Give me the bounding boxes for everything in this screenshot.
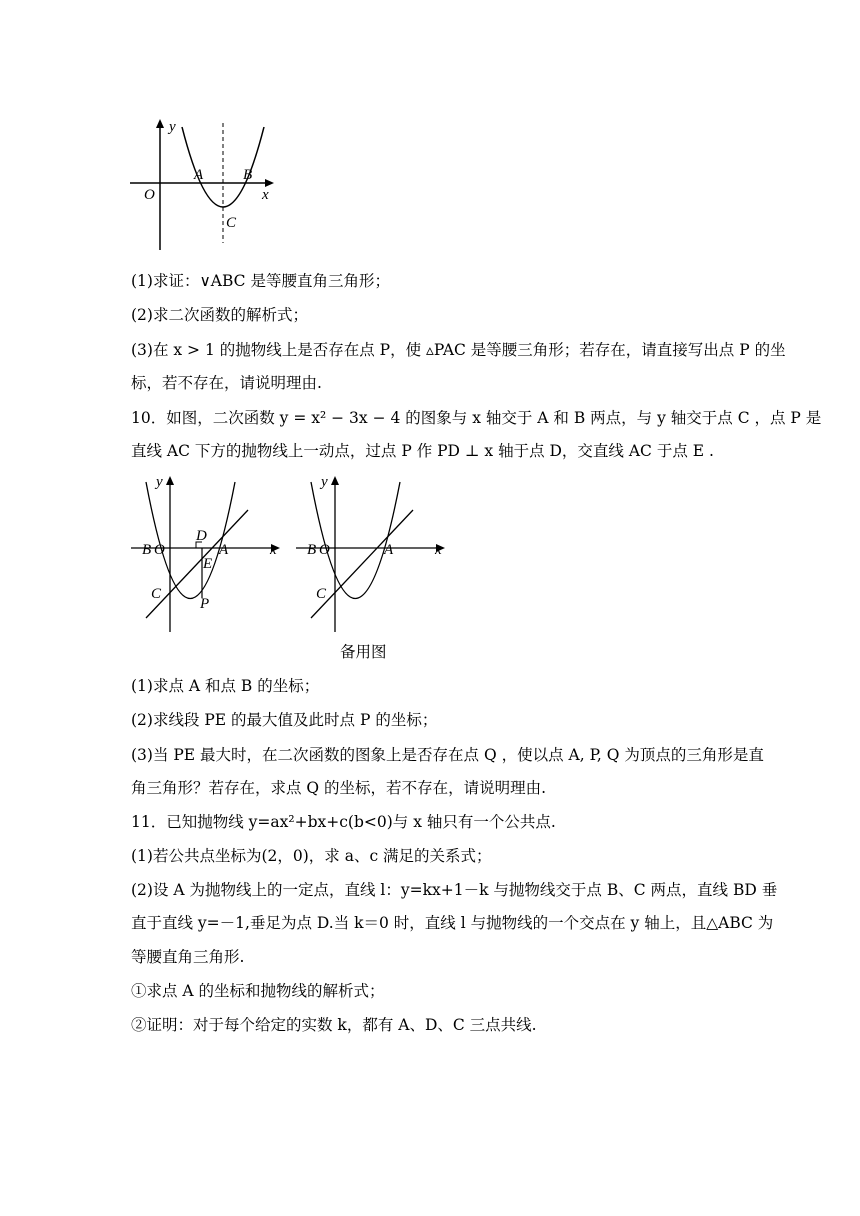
- figure-9: [125, 115, 285, 255]
- figure-10-backup: [293, 470, 453, 640]
- parabola: [311, 482, 400, 599]
- y-arrow-icon: [331, 476, 339, 485]
- q10-part2: (2)求线段 PE 的最大值及此时点 P 的坐标；: [131, 711, 438, 729]
- line-AC: [311, 510, 413, 618]
- label-x: x: [270, 542, 277, 558]
- y-arrow-icon: [166, 476, 174, 485]
- q10-part1: (1)求点 A 和点 B 的坐标；: [131, 677, 320, 695]
- q11-part2-line3: 等腰直角三角形.: [131, 948, 245, 966]
- q10-stem-line1: 10．如图，二次函数 y = x² − 3x − 4 的图象与 x 轴交于 A 和 B 两点，与 y 轴交于点 C ，点 P 是: [131, 409, 822, 427]
- label-C: C: [226, 215, 237, 231]
- label-D: D: [196, 528, 207, 544]
- q11-part2-line1: (2)设 A 为抛物线上的一定点，直线 l：y=kx+1－k 与抛物线交于点 B、C 两点，直线 BD 垂: [131, 881, 778, 899]
- q9-part2: (2)求二次函数的解析式；: [131, 306, 308, 324]
- label-O: O: [319, 542, 330, 558]
- parabola: [146, 482, 235, 599]
- label-x: x: [262, 187, 269, 203]
- label-A: A: [219, 542, 229, 558]
- label-C: C: [151, 586, 162, 602]
- q10-part3-line1: (3)当 PE 最大时，在二次函数的图象上是否存在点 Q ，使以点 A, P, Q 为顶点的三角形是直: [131, 746, 764, 764]
- label-x: x: [435, 542, 442, 558]
- q10-part3-line2: 角三角形？若存在，求点 Q 的坐标，若不存在，请说明理由.: [131, 779, 546, 797]
- label-B: B: [307, 542, 317, 558]
- label-y: y: [321, 474, 328, 490]
- q11-stem: 11．已知抛物线 y=ax²+bx+c(b<0)与 x 轴只有一个公共点.: [131, 813, 556, 831]
- y-arrow-icon: [156, 119, 164, 128]
- x-arrow-icon: [265, 179, 274, 187]
- line-AC: [146, 510, 248, 618]
- q9-part3-line1: (3)在 x > 1 的抛物线上是否存在点 P，使 ▵PAC 是等腰三角形；若存在，请直接写出点 P 的坐: [131, 341, 786, 359]
- label-A: A: [384, 542, 394, 558]
- label-B: B: [243, 167, 253, 183]
- q9-part3-line2: 标，若不存在，请说明理由.: [131, 374, 322, 392]
- q11-sub1: ①求点 A 的坐标和抛物线的解析式；: [131, 982, 385, 1000]
- label-B: B: [142, 542, 152, 558]
- label-y: y: [169, 119, 176, 135]
- label-A: A: [194, 167, 204, 183]
- q11-part2-line2: 直于直线 y=－1,垂足为点 D.当 k＝0 时，直线 l 与抛物线的一个交点在 y 轴上，且△ABC 为: [131, 914, 774, 932]
- q10-stem-line2: 直线 AC 下方的抛物线上一动点，过点 P 作 PD ⊥ x 轴于点 D，交直线 AC 于点 E .: [131, 442, 714, 460]
- label-y: y: [156, 474, 163, 490]
- figure-10: [128, 470, 288, 640]
- label-C: C: [316, 586, 327, 602]
- label-P: P: [200, 596, 210, 612]
- figure-caption: 备用图: [340, 643, 387, 661]
- label-E: E: [203, 556, 213, 572]
- q11-sub2: ②证明：对于每个给定的实数 k，都有 A、D、C 三点共线.: [131, 1016, 537, 1034]
- q11-part1: (1)若公共点坐标为(2，0)，求 a、c 满足的关系式；: [131, 847, 492, 865]
- label-O: O: [144, 187, 155, 203]
- label-O: O: [154, 542, 165, 558]
- q9-part1: (1)求证：∨ABC 是等腰直角三角形；: [131, 272, 390, 290]
